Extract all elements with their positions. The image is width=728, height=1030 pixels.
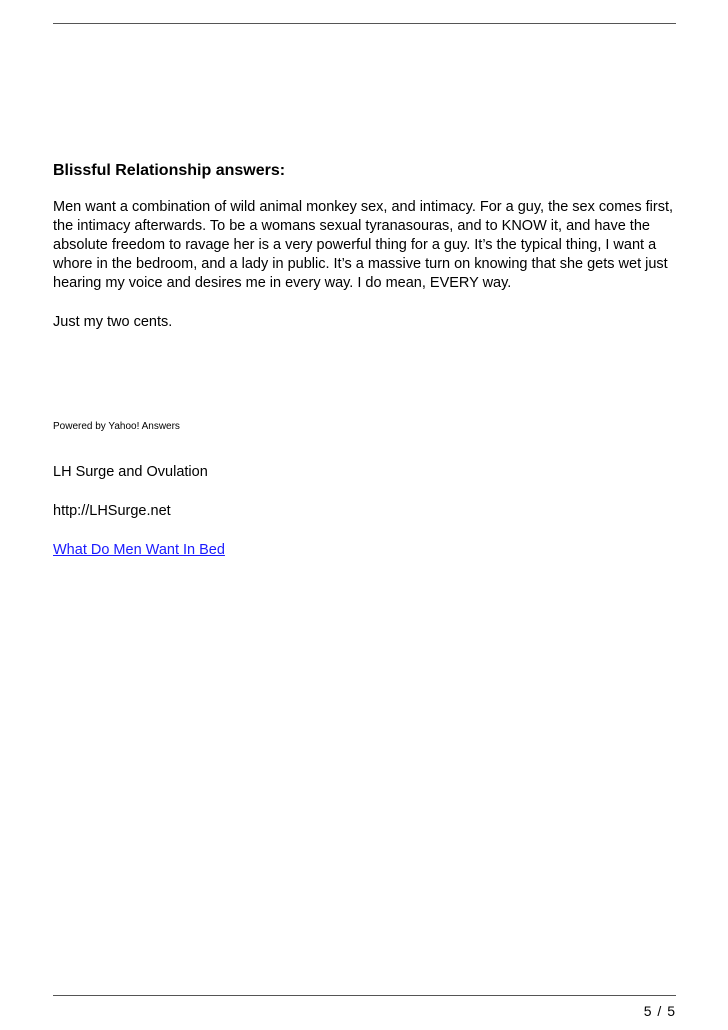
page-number: 5 / 5 (643, 1003, 676, 1019)
footer-rule (53, 995, 676, 996)
powered-by-text: Powered by Yahoo! Answers (53, 421, 180, 432)
header-rule (53, 23, 676, 24)
site-name: LH Surge and Ovulation (53, 464, 208, 480)
link-paragraph (53, 541, 678, 560)
answer-heading: Blissful Relationship answers: (53, 162, 286, 179)
page-content (53, 160, 678, 560)
site-url: http://LHSurge.net (53, 503, 171, 519)
answer-paragraph: Men want a combination of wild animal monkey sex, and intimacy. For a guy, the sex comes first, the intimacy afterwards. To be a womans sexual tyranasouras, and to KNOW it, and have the absolute freedom to ravage her is a very powerful thing for a guy. It’s the typical thing, I want a whore in the bedroom, and a lady in public. It’s a massive turn on knowing that she gets wet just hearing my voice and desires me in every way. I do mean, EVERY way. (53, 199, 674, 291)
what-do-men-want-link[interactable]: What Do Men Want In Bed (53, 542, 225, 558)
closing-paragraph: Just my two cents. (53, 314, 173, 330)
